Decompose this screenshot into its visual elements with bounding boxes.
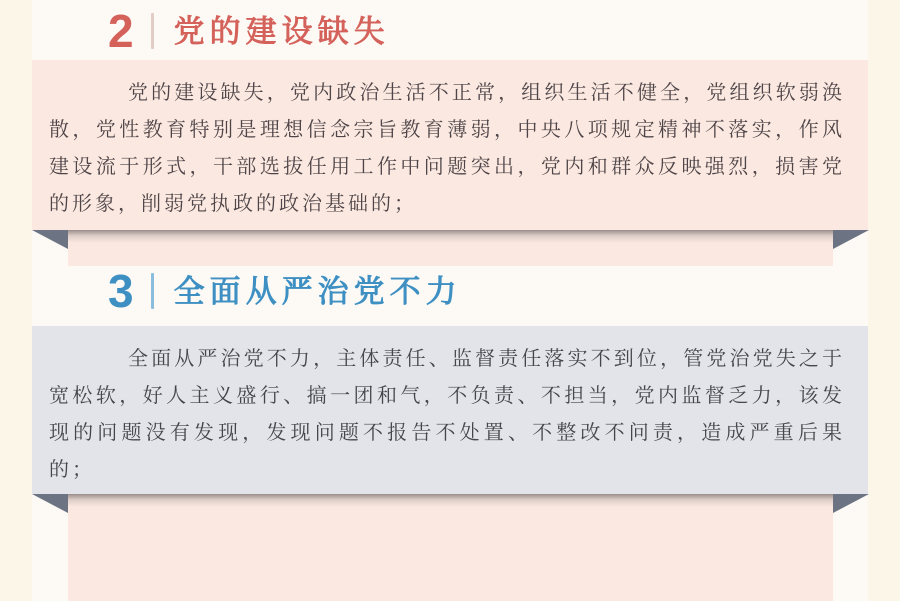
section-2-number: 2 — [108, 5, 134, 57]
fold-strip-1 — [68, 230, 833, 266]
section-2-body-text: 党的建设缺失，党内政治生活不正常，组织生活不健全，党组织软弱涣散，党性教育特别是理想信念宗旨教育薄弱，中央八项规定精神不落实，作风建设流于形式，干部选拔任用工作中问题突出，党内和群众反映强烈，损害党的形象，削弱党执政的政治基础的； — [49, 82, 845, 215]
section-2-body-box — [32, 60, 868, 230]
section-2-title: 党的建设缺失 — [173, 13, 390, 49]
section-3-header — [108, 266, 462, 316]
section-2-header — [108, 6, 390, 56]
section-3-title: 全面从严治党不力 — [173, 273, 462, 309]
section-3-divider — [151, 273, 154, 309]
section-3-body-box — [32, 326, 868, 494]
section-2-divider — [151, 13, 154, 49]
next-section-box-peek — [68, 494, 833, 601]
section-3-body-text: 全面从严治党不力，主体责任、监督责任落实不到位，管党治党失之于宽松软，好人主义盛行、搞一团和气，不负责、不担当，党内监督乏力，该发现的问题没有发现，发现问题不报告不处置、不整改不问责，造成严重后果的； — [49, 348, 845, 481]
section-3-number: 3 — [108, 265, 134, 317]
